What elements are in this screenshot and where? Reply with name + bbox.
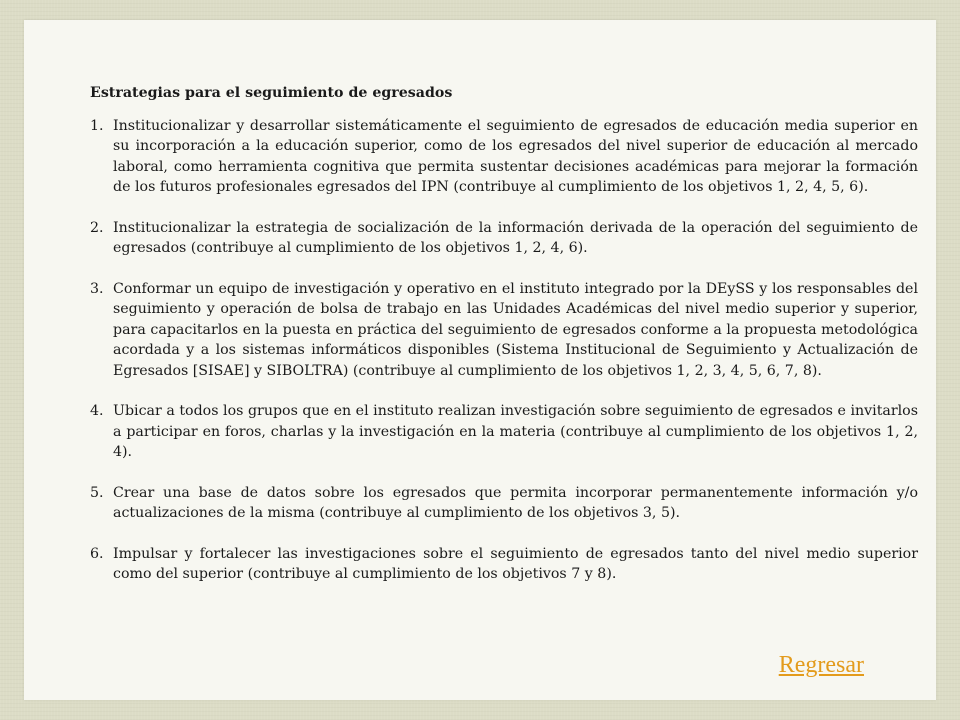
item-text: Institucionalizar y desarrollar sistemáticamente el seguimiento de egresados de educación media superior en su incorporación a la educación superior, como de los egresados del nivel superior de educación al mercado laboral, como herramienta cognitiva que permita sustentar decisiones académicas para mejorar la formación de los futuros profesionales egresados del IPN (contribuye al cumplimiento de los objetivos 1, 2, 4, 5, 6). — [113, 117, 918, 195]
list-item — [90, 544, 918, 585]
list-item — [90, 116, 918, 198]
list-item — [90, 218, 918, 259]
item-text: Institucionalizar la estrategia de socialización de la información derivada de la operación del seguimiento de egresados (contribuye al cumplimiento de los objetivos 1, 2, 4, 6). — [113, 219, 918, 256]
document-content — [90, 83, 918, 605]
list-item — [90, 279, 918, 382]
item-text: Crear una base de datos sobre los egresados que permita incorporar permanentemente información y/o actualizaciones de la misma (contribuye al cumplimiento de los objetivos 3, 5). — [113, 484, 918, 521]
item-text: Conformar un equipo de investigación y operativo en el instituto integrado por la DEySS y los responsables del seguimiento y operación de bolsa de trabajo en las Unidades Académicas del nivel medio superior y superior, para capacitarlos en la puesta en práctica del seguimiento de egresados conforme a la propuesta metodológica acordada y a los sistemas informáticos disponibles (Sistema Institucional de Seguimiento y Actualización de Egresados [SISAE] y SIBOLTRA) (contribuye al cumplimiento de los objetivos 1, 2, 3, 4, 5, 6, 7, 8). — [113, 280, 918, 379]
list-item — [90, 483, 918, 524]
back-link[interactable]: Regresar — [778, 652, 864, 678]
item-number: 4. — [90, 403, 104, 419]
slide — [24, 20, 936, 700]
document-title: Estrategias para el seguimiento de egresados — [90, 85, 453, 101]
item-text: Impulsar y fortalecer las investigaciones sobre el seguimiento de egresados tanto del nivel medio superior como del superior (contribuye al cumplimiento de los objetivos 7 y 8). — [113, 545, 918, 582]
item-text: Ubicar a todos los grupos que en el instituto realizan investigación sobre seguimiento de egresados e invitarlos a participar en foros, charlas y la investigación en la materia (contribuye al cumplimiento de los objetivos 1, 2, 4). — [113, 403, 918, 460]
item-number: 1. — [90, 117, 104, 134]
item-number: 5. — [90, 484, 104, 501]
item-number: 6. — [90, 545, 104, 562]
strategy-list — [90, 116, 918, 585]
item-number: 2. — [90, 219, 104, 236]
list-item — [90, 401, 918, 463]
item-number: 3. — [90, 280, 104, 297]
